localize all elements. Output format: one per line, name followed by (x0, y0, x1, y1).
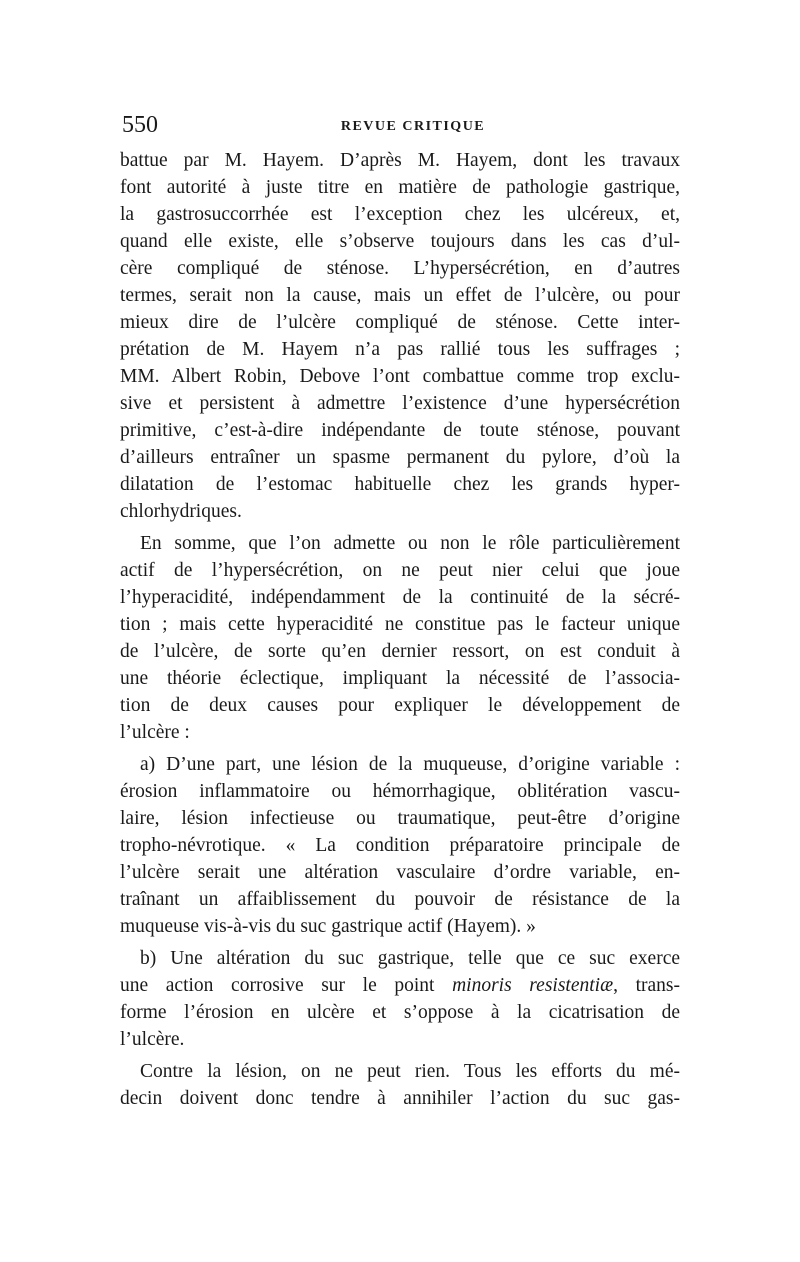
text-line: En somme, que l’on admette ou non le rôle particulièrement (140, 533, 680, 554)
text-line: chlorhydriques. (120, 501, 242, 522)
page-header (122, 108, 678, 142)
text-line: l’ulcère : (120, 722, 190, 743)
paragraph-2 (120, 530, 680, 746)
text-line: sive et persistent à admettre l’existence d’une hypersécrétion (120, 393, 680, 414)
text-line: l’ulcère serait une altération vasculaire d’ordre variable, en- (120, 862, 680, 883)
text-line: tropho-névrotique. « La condition préparatoire principale de (120, 835, 680, 856)
page-number: 550 (122, 112, 158, 138)
paragraph-3 (120, 751, 680, 940)
text-line: érosion inflammatoire ou hémorrhagique, oblitération vascu- (120, 781, 680, 802)
text-fragment: une action corrosive sur le point (120, 975, 453, 996)
text-line: dilatation de l’estomac habituelle chez les grands hyper- (120, 474, 680, 495)
text-line: traînant un affaiblissement du pouvoir de résistance de la (120, 889, 680, 910)
text-line: font autorité à juste titre en matière de pathologie gastrique, (120, 177, 680, 198)
text-line: cère compliqué de sténose. L’hypersécrétion, en d’autres (120, 258, 680, 279)
text-line: mieux dire de l’ulcère compliqué de sténose. Cette inter- (120, 312, 680, 333)
text-line: actif de l’hypersécrétion, on ne peut nier celui que joue (120, 560, 680, 581)
text-line: Contre la lésion, on ne peut rien. Tous les efforts du mé- (140, 1061, 680, 1082)
text-line: forme l’érosion en ulcère et s’oppose à la cicatrisation de (120, 1002, 680, 1023)
text-line: battue par M. Hayem. D’après M. Hayem, dont les travaux (120, 150, 680, 171)
text-line: l’hyperacidité, indépendamment de la continuité de la sécré- (120, 587, 680, 608)
body-text (120, 147, 680, 1112)
text-line: l’ulcère. (120, 1029, 185, 1050)
text-line: de l’ulcère, de sorte qu’en dernier ressort, on est conduit à (120, 641, 680, 662)
text-line: la gastrosuccorrhée est l’exception chez les ulcéreux, et, (120, 204, 680, 225)
running-head: REVUE CRITIQUE (340, 119, 486, 134)
text-line (120, 972, 680, 999)
text-line: d’ailleurs entraîner un spasme permanent du pylore, d’où la (120, 447, 680, 468)
text-line: une théorie éclectique, impliquant la nécessité de l’associa- (120, 668, 680, 689)
paragraph-4 (120, 945, 680, 1053)
text-line: decin doivent donc tendre à annihiler l’action du suc gas- (120, 1088, 680, 1109)
paragraph-1 (120, 147, 680, 525)
text-line: muqueuse vis-à-vis du suc gastrique actif (Hayem). » (120, 916, 536, 937)
text-line: primitive, c’est-à-dire indépendante de toute sténose, pouvant (120, 420, 680, 441)
latin-phrase: minoris resistentiæ (452, 975, 614, 996)
text-line: tion de deux causes pour expliquer le développement de (120, 695, 680, 716)
text-line: quand elle existe, elle s’observe toujours dans les cas d’ul- (120, 231, 680, 252)
paragraph-5 (120, 1058, 680, 1112)
text-line: termes, serait non la cause, mais un effet de l’ulcère, ou pour (120, 285, 680, 306)
text-fragment: , trans- (613, 975, 680, 996)
text-line: MM. Albert Robin, Debove l’ont combattue comme trop exclu- (120, 366, 680, 387)
text-line: b) Une altération du suc gastrique, telle que ce suc exerce (140, 948, 680, 969)
text-line: tion ; mais cette hyperacidité ne constitue pas le facteur unique (120, 614, 680, 635)
text-line: prétation de M. Hayem n’a pas rallié tous les suffrages ; (120, 339, 680, 360)
text-line: a) D’une part, une lésion de la muqueuse, d’origine variable : (140, 754, 680, 775)
text-line: laire, lésion infectieuse ou traumatique, peut-être d’origine (120, 808, 680, 829)
